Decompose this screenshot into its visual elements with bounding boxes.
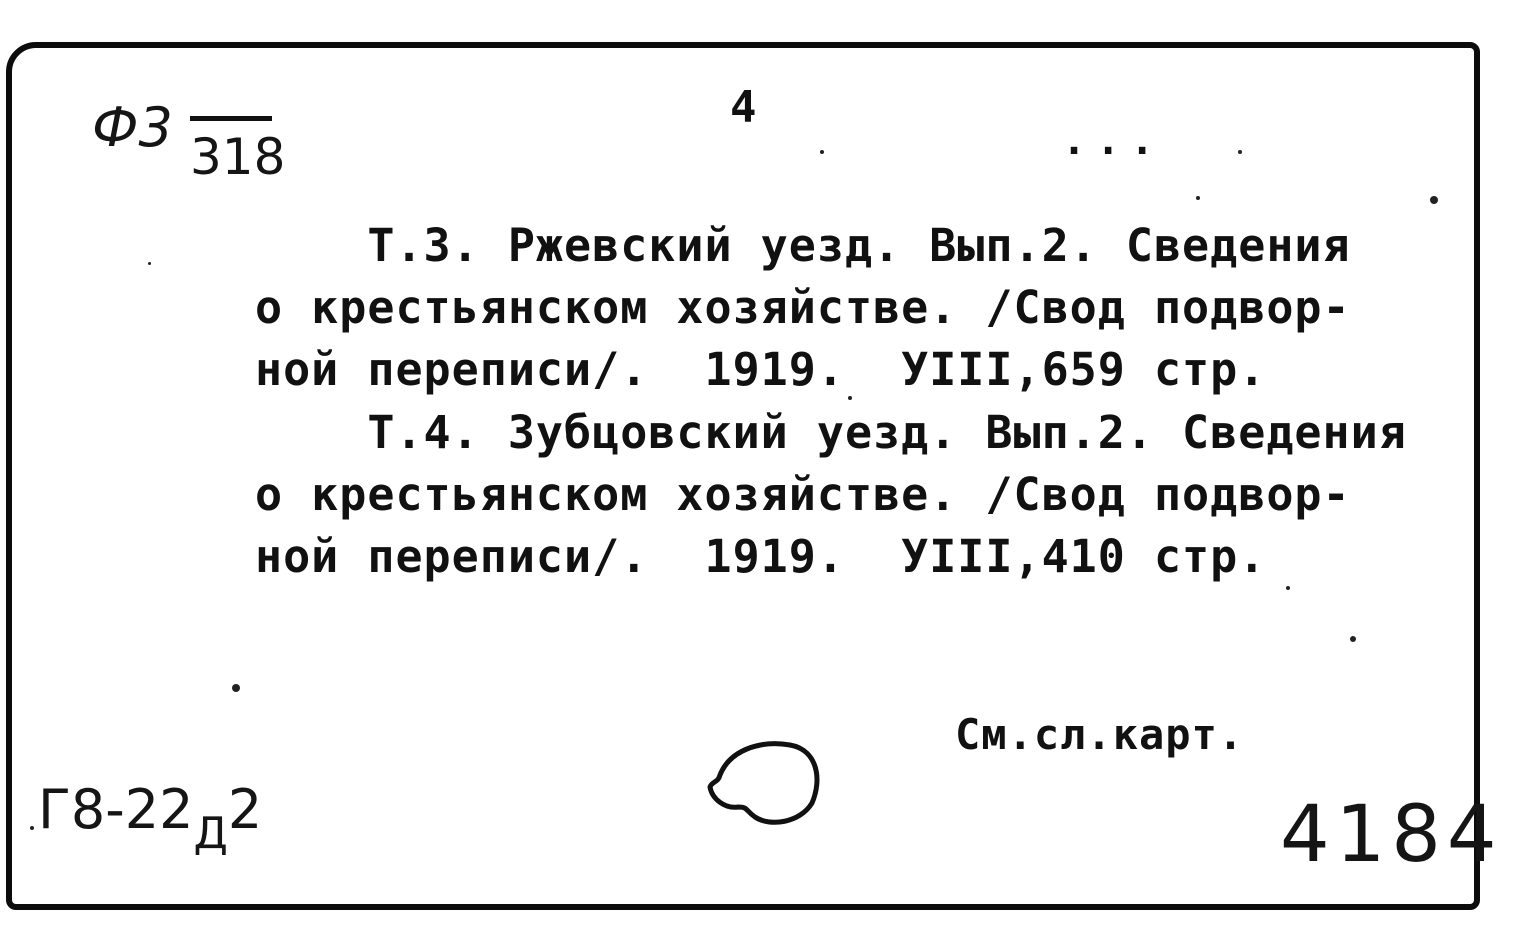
ellipsis-marks: ... [1062,118,1165,164]
punch-hole [700,735,830,835]
see-next-card: См.сл.карт. [955,710,1245,759]
entry-1-line-3: ной переписи/. 1919. УIII,659 стр. [255,343,1267,396]
shelf-code-tail: 2 [227,778,263,841]
entry-1-line-1: Т.3. Ржевский уезд. Вып.2. Сведения [255,219,1351,272]
entry-2-line-3: ной переписи/. 1919. УIII,410 стр. [255,530,1267,583]
page-number: 4 [730,82,758,133]
entry-2-line-1: Т.4. Зубцовский уезд. Вып.2. Сведения [255,406,1407,459]
entry-1 [255,215,1351,401]
shelf-code-main: Г8-22 [38,778,194,841]
fund-overline [190,116,272,121]
fund-prefix: Ф3 [92,96,173,159]
entry-1-line-2: о крестьянском хозяйстве. /Свод подвор- [255,281,1351,334]
fund-number: 318 [190,128,286,186]
shelf-code-sub: Д [193,808,228,859]
shelf-code [38,778,263,859]
entry-2 [255,402,1407,588]
inventory-number: 4184 [1280,790,1503,880]
entry-2-line-2: о крестьянском хозяйстве. /Свод подвор- [255,468,1351,521]
